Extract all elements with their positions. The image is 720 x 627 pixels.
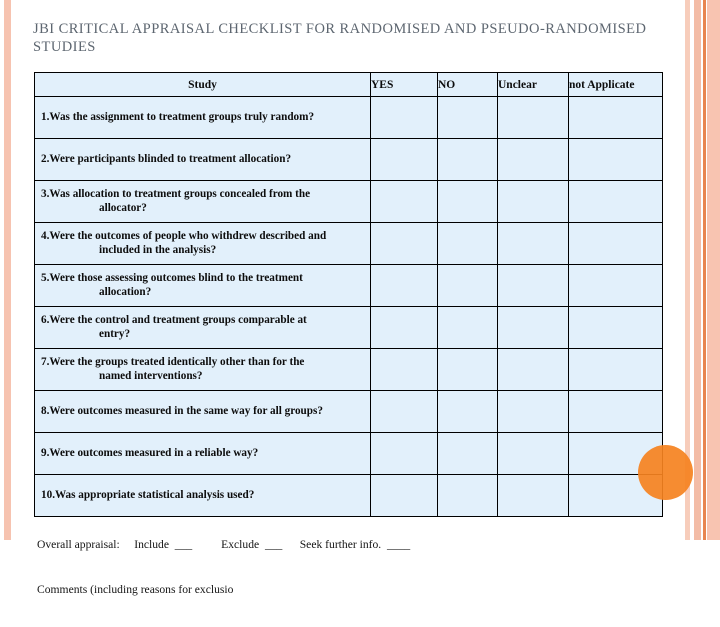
- column-header-study: Study: [35, 73, 371, 97]
- table-row: [35, 181, 663, 223]
- question-line-2: included in the analysis?: [99, 244, 217, 256]
- answer-cell-no[interactable]: [438, 97, 498, 139]
- decorative-stripe-right-2: [694, 0, 701, 540]
- question-line-1: 9.Were outcomes measured in a reliable way?: [41, 447, 259, 459]
- question-line-1: 1.Was the assignment to treatment groups truly random?: [41, 111, 315, 123]
- answer-cell-unclear[interactable]: [498, 139, 569, 181]
- answer-cell-unclear[interactable]: [498, 265, 569, 307]
- table-row: [35, 349, 663, 391]
- table-row: [35, 391, 663, 433]
- answer-cell-yes[interactable]: [371, 391, 438, 433]
- decorative-stripe-right-4: [707, 0, 720, 540]
- answer-cell-no[interactable]: [438, 265, 498, 307]
- checklist-table: [34, 72, 663, 517]
- answer-cell-no[interactable]: [438, 349, 498, 391]
- answer-cell-not-applicable[interactable]: [569, 391, 663, 433]
- question-line-2: entry?: [99, 328, 131, 340]
- answer-cell-unclear[interactable]: [498, 97, 569, 139]
- table-row: [35, 97, 663, 139]
- answer-cell-not-applicable[interactable]: [569, 223, 663, 265]
- question-cell: [35, 97, 371, 139]
- question-cell: [35, 223, 371, 265]
- table-header-row: [35, 73, 663, 97]
- answer-cell-unclear[interactable]: [498, 223, 569, 265]
- answer-cell-no[interactable]: [438, 391, 498, 433]
- answer-cell-yes[interactable]: [371, 349, 438, 391]
- answer-cell-not-applicable[interactable]: [569, 97, 663, 139]
- question-cell: [35, 391, 371, 433]
- table-row: [35, 265, 663, 307]
- table-row: [35, 223, 663, 265]
- question-cell: [35, 433, 371, 475]
- answer-cell-unclear[interactable]: [498, 181, 569, 223]
- comments-line: Comments (including reasons for exclusio: [37, 583, 234, 596]
- answer-cell-yes[interactable]: [371, 139, 438, 181]
- question-line-1: 4.Were the outcomes of people who withdrew described and: [41, 230, 327, 242]
- answer-cell-unclear[interactable]: [498, 433, 569, 475]
- answer-cell-no[interactable]: [438, 307, 498, 349]
- answer-cell-unclear[interactable]: [498, 307, 569, 349]
- answer-cell-yes[interactable]: [371, 265, 438, 307]
- decorative-orange-circle: [638, 445, 693, 500]
- overall-appraisal-line: Overall appraisal: Include ___ Exclude ___ Seek further info. ____: [37, 538, 411, 551]
- question-line-2: allocator?: [99, 202, 147, 214]
- checklist-table-wrapper: [34, 72, 662, 517]
- answer-cell-yes[interactable]: [371, 97, 438, 139]
- question-line-1: 3.Was allocation to treatment groups concealed from the: [41, 188, 311, 200]
- answer-cell-no[interactable]: [438, 223, 498, 265]
- column-header-not-applicable: not Applicate: [569, 73, 663, 97]
- column-header-no: NO: [438, 73, 498, 97]
- question-line-1: 8.Were outcomes measured in the same way for all groups?: [41, 405, 323, 417]
- page-title: JBI CRITICAL APPRAISAL CHECKLIST FOR RANDOMISED AND PSEUDO-RANDOMISED STUDIES: [33, 21, 647, 55]
- question-cell: [35, 181, 371, 223]
- answer-cell-yes[interactable]: [371, 181, 438, 223]
- question-line-1: 2.Were participants blinded to treatment allocation?: [41, 153, 292, 165]
- decorative-stripe-left: [4, 0, 11, 540]
- answer-cell-yes[interactable]: [371, 223, 438, 265]
- question-line-2: named interventions?: [99, 370, 203, 382]
- answer-cell-yes[interactable]: [371, 307, 438, 349]
- table-row: [35, 307, 663, 349]
- table-row: [35, 139, 663, 181]
- question-line-2: allocation?: [99, 286, 152, 298]
- table-row: [35, 433, 663, 475]
- answer-cell-unclear[interactable]: [498, 391, 569, 433]
- question-cell: [35, 265, 371, 307]
- overall-appraisal-footer: [37, 507, 657, 627]
- question-cell: [35, 307, 371, 349]
- question-line-1: 6.Were the control and treatment groups comparable at: [41, 314, 307, 326]
- answer-cell-yes[interactable]: [371, 433, 438, 475]
- answer-cell-not-applicable[interactable]: [569, 181, 663, 223]
- question-line-1: 7.Were the groups treated identically other than for the: [41, 356, 305, 368]
- question-line-1: 10.Was appropriate statistical analysis used?: [41, 489, 255, 501]
- decorative-stripe-right-3: [703, 0, 706, 540]
- answer-cell-no[interactable]: [438, 433, 498, 475]
- answer-cell-no[interactable]: [438, 139, 498, 181]
- question-cell: [35, 139, 371, 181]
- question-line-1: 5.Were those assessing outcomes blind to the treatment: [41, 272, 303, 284]
- answer-cell-no[interactable]: [438, 181, 498, 223]
- answer-cell-not-applicable[interactable]: [569, 139, 663, 181]
- answer-cell-not-applicable[interactable]: [569, 307, 663, 349]
- question-cell: [35, 349, 371, 391]
- answer-cell-not-applicable[interactable]: [569, 265, 663, 307]
- checklist-table-body: [35, 97, 663, 517]
- column-header-unclear: Unclear: [498, 73, 569, 97]
- column-header-yes: YES: [371, 73, 438, 97]
- answer-cell-not-applicable[interactable]: [569, 349, 663, 391]
- answer-cell-unclear[interactable]: [498, 349, 569, 391]
